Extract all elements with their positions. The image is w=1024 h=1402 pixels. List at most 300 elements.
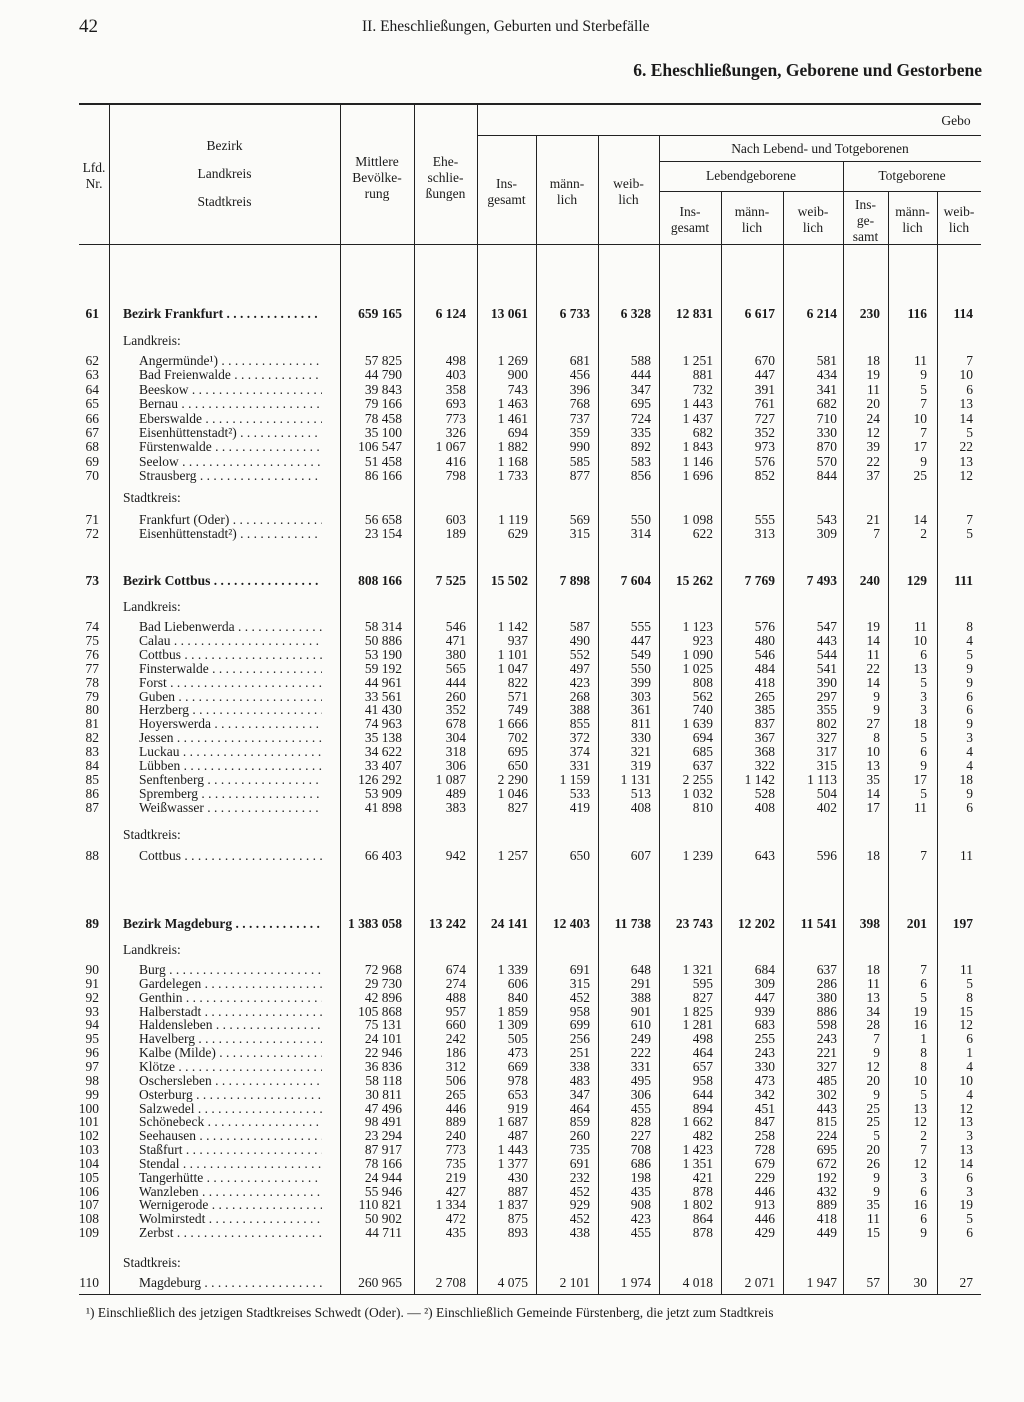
cell-value: 44 711 [365, 1225, 402, 1241]
table-row [0, 759, 1024, 773]
cell-value: 380 [445, 646, 466, 662]
region-name: Havelberg . . . [139, 1032, 322, 1046]
cell-value: 878 [692, 1225, 713, 1241]
cell-value: 13 [959, 396, 973, 412]
region-name: Cottbus . . . [139, 849, 322, 863]
region-name: Oschersleben . . . [139, 1074, 322, 1088]
cell-value: 9 [966, 716, 973, 732]
cell-value: 505 [507, 1031, 528, 1047]
cell-value: 368 [754, 744, 775, 760]
cell-value: 303 [630, 688, 651, 704]
cell-value: 576 [754, 619, 775, 634]
cell-value: 17 [866, 799, 880, 815]
cell-value: 2 [920, 1128, 927, 1144]
row-number: 66 [85, 410, 99, 426]
cell-value: 13 [866, 989, 880, 1005]
row-number: 71 [85, 512, 99, 527]
cell-value: 498 [445, 353, 466, 368]
cell-value: 20 [866, 1142, 880, 1158]
cell-value: 297 [816, 688, 837, 704]
region-name: Bezirk Cottbus . . . [123, 574, 321, 588]
cell-value: 74 963 [364, 716, 402, 732]
cell-value: 7 525 [435, 573, 466, 588]
cell-value: 7 [920, 962, 927, 977]
cell-value: 78 166 [364, 1155, 402, 1171]
cell-value: 5 [920, 1086, 927, 1102]
cell-value: 724 [630, 410, 651, 426]
cell-value: 9 [966, 785, 973, 801]
cell-value: 432 [816, 1183, 837, 1199]
cell-value: 4 018 [682, 1275, 713, 1290]
cell-value: 743 [507, 381, 528, 397]
cell-value: 192 [816, 1169, 837, 1185]
cell-value: 1 696 [682, 468, 713, 484]
header-line: weib- [797, 204, 829, 219]
table-row [0, 1171, 1024, 1185]
cell-value: 449 [816, 1225, 837, 1241]
cell-value: 886 [816, 1003, 837, 1019]
cell-value: 18 [959, 771, 973, 787]
cell-value: 306 [630, 1086, 651, 1102]
cell-value: 315 [569, 975, 590, 991]
cell-value: 59 192 [364, 660, 402, 676]
cell-value: 110 821 [358, 1197, 402, 1213]
cell-value: 695 [507, 744, 528, 760]
cell-value: 390 [816, 674, 837, 690]
row-number: 107 [78, 1197, 99, 1213]
cell-value: 1 321 [682, 962, 713, 977]
cell-value: 643 [754, 848, 775, 863]
region-name: Wolmirstedt . . . [139, 1212, 322, 1226]
cell-value: 644 [692, 1086, 713, 1102]
header-line: ßungen [425, 186, 466, 201]
cell-value: 682 [816, 396, 837, 412]
cell-value: 808 [692, 674, 713, 690]
cell-value: 657 [692, 1058, 713, 1074]
cell-value: 877 [569, 468, 590, 484]
region-name: Eisenhüttenstadt²) . . . [139, 527, 322, 541]
cell-value: 1 423 [682, 1142, 713, 1158]
cell-value: 243 [754, 1045, 775, 1061]
cell-value: 650 [569, 848, 590, 863]
cell-value: 86 166 [364, 468, 402, 484]
cell-value: 9 [920, 367, 927, 383]
group-label: Stadtkreis: [123, 491, 181, 505]
cell-value: 322 [754, 758, 775, 773]
cell-value: 4 [966, 758, 973, 773]
cell-value: 9 [873, 1169, 880, 1185]
cell-value: 186 [445, 1045, 466, 1061]
cell-value: 1 662 [682, 1114, 713, 1130]
header-tot-maennlich [888, 204, 937, 236]
cell-value: 18 [866, 962, 880, 977]
cell-value: 116 [907, 306, 927, 321]
cell-value: 111 [954, 573, 973, 588]
header-line: lich [556, 192, 578, 207]
cell-value: 691 [569, 1155, 590, 1171]
table-row [0, 455, 1024, 469]
cell-value: 331 [630, 1058, 651, 1074]
cell-value: 129 [906, 573, 927, 588]
cell-value: 21 [866, 512, 880, 527]
cell-value: 7 [920, 1142, 927, 1158]
header-landkreis: Landkreis [197, 166, 252, 181]
cell-value: 708 [630, 1142, 651, 1158]
cell-value: 629 [507, 526, 528, 541]
cell-value: 13 [959, 453, 973, 469]
cell-value: 27 [866, 716, 880, 732]
cell-value: 57 [866, 1275, 880, 1290]
cell-value: 1 377 [497, 1155, 528, 1171]
cell-value: 552 [569, 646, 590, 662]
cell-value: 126 292 [358, 771, 402, 787]
cell-value: 30 811 [365, 1086, 402, 1102]
cell-value: 230 [859, 306, 880, 321]
cell-value: 1 974 [620, 1275, 651, 1290]
cell-value: 693 [445, 396, 466, 412]
table-row [0, 703, 1024, 717]
cell-value: 429 [754, 1225, 775, 1241]
cell-value: 1 443 [682, 396, 713, 412]
cell-value: 240 [859, 573, 880, 588]
cell-value: 822 [507, 674, 528, 690]
cell-value: 23 154 [364, 526, 402, 541]
table-row [0, 676, 1024, 690]
cell-value: 444 [445, 674, 466, 690]
cell-value: 735 [569, 1142, 590, 1158]
cell-value: 6 [920, 1183, 927, 1199]
cell-value: 9 [966, 660, 973, 676]
cell-value: 4 [966, 1086, 973, 1102]
cell-value: 694 [507, 425, 528, 440]
cell-value: 315 [569, 526, 590, 541]
row-number: 75 [85, 632, 99, 648]
cell-value: 484 [754, 660, 775, 676]
cell-value: 446 [445, 1100, 466, 1116]
cell-value: 546 [445, 619, 466, 634]
cell-value: 53 190 [364, 646, 402, 662]
cell-value: 41 898 [364, 799, 402, 815]
cell-value: 1 251 [682, 353, 713, 368]
cell-value: 5 [920, 730, 927, 746]
cell-value: 1 339 [497, 962, 528, 977]
cell-value: 483 [569, 1072, 590, 1088]
cell-value: 11 [867, 646, 880, 662]
row-number: 93 [85, 1003, 99, 1019]
cell-value: 12 403 [552, 916, 590, 931]
cell-value: 2 708 [435, 1275, 466, 1290]
cell-value: 595 [692, 975, 713, 991]
cell-value: 221 [816, 1045, 837, 1061]
cell-value: 581 [816, 353, 837, 368]
cell-value: 75 131 [364, 1017, 402, 1033]
cell-value: 11 [867, 1211, 880, 1227]
cell-value: 189 [445, 526, 466, 541]
cell-value: 1 239 [682, 848, 713, 863]
cell-value: 937 [507, 632, 528, 648]
cell-value: 34 622 [364, 744, 402, 760]
cell-value: 17 [913, 771, 927, 787]
cell-value: 446 [754, 1183, 775, 1199]
cell-value: 229 [754, 1169, 775, 1185]
region-name: Herzberg . . . [139, 703, 322, 717]
cell-value: 1 947 [806, 1275, 837, 1290]
header-line: lich [902, 220, 923, 235]
cell-value: 327 [816, 1058, 837, 1074]
cell-value: 749 [507, 702, 528, 718]
table-bottom-rule [79, 1294, 981, 1295]
cell-value: 875 [507, 1211, 528, 1227]
cell-value: 504 [816, 785, 837, 801]
region-name: Eisenhüttenstadt²) . . . [139, 426, 322, 440]
cell-value: 11 [960, 962, 973, 977]
cell-value: 569 [569, 512, 590, 527]
cell-value: 19 [959, 1197, 973, 1213]
cell-value: 1 639 [682, 716, 713, 732]
cell-value: 9 [873, 1086, 880, 1102]
cell-value: 7 [966, 512, 973, 527]
region-name: Haldensleben . . . [139, 1018, 322, 1032]
cell-value: 653 [507, 1086, 528, 1102]
cell-value: 408 [630, 799, 651, 815]
header-eheschliessungen [414, 154, 477, 202]
cell-value: 50 886 [364, 632, 402, 648]
cell-value: 258 [754, 1128, 775, 1144]
table-row [0, 662, 1024, 676]
cell-value: 14 [913, 512, 927, 527]
cell-value: 637 [816, 962, 837, 977]
cell-value: 451 [754, 1100, 775, 1116]
cell-value: 728 [754, 1142, 775, 1158]
group-label-row [0, 334, 1024, 348]
row-number: 106 [78, 1183, 99, 1199]
cell-value: 856 [630, 468, 651, 484]
cell-value: 5 [966, 425, 973, 440]
cell-value: 7 898 [559, 573, 590, 588]
table-row [0, 849, 1024, 863]
cell-value: 6 [966, 1225, 973, 1241]
cell-value: 14 [959, 410, 973, 426]
region-name: Tangerhütte . . . [139, 1171, 322, 1185]
cell-value: 3 [920, 1169, 927, 1185]
cell-value: 22 [866, 660, 880, 676]
row-number: 109 [78, 1225, 99, 1241]
header-line: Bevölke- [352, 170, 402, 185]
cell-value: 7 [920, 396, 927, 412]
cell-value: 418 [816, 1211, 837, 1227]
table-row [0, 1143, 1024, 1157]
cell-value: 12 831 [675, 306, 713, 321]
cell-value: 768 [569, 396, 590, 412]
cell-value: 598 [816, 1017, 837, 1033]
cell-value: 1 443 [497, 1142, 528, 1158]
cell-value: 56 658 [364, 512, 402, 527]
cell-value: 1 131 [620, 771, 651, 787]
cell-value: 881 [692, 367, 713, 383]
header-bevoelkerung [340, 154, 414, 202]
cell-value: 773 [445, 410, 466, 426]
region-name: Spremberg . . . [139, 787, 322, 801]
cell-value: 302 [816, 1086, 837, 1102]
cell-value: 670 [754, 353, 775, 368]
cell-value: 358 [445, 381, 466, 397]
row-number: 65 [85, 396, 99, 412]
header-line: gesamt [487, 192, 526, 207]
lebend-rule [659, 191, 981, 192]
cell-value: 224 [816, 1128, 837, 1144]
cell-value: 958 [692, 1072, 713, 1088]
cell-value: 464 [692, 1045, 713, 1061]
cell-value: 25 [866, 1114, 880, 1130]
cell-value: 550 [630, 512, 651, 527]
cell-value: 695 [816, 1142, 837, 1158]
cell-value: 50 902 [364, 1211, 402, 1227]
group-label-row [0, 943, 1024, 957]
region-name: Seehausen . . . [139, 1129, 322, 1143]
cell-value: 398 [859, 916, 880, 931]
header-bezirk: Bezirk [206, 138, 243, 153]
header-line: rung [364, 186, 390, 201]
cell-value: 13 [959, 1142, 973, 1158]
row-number: 94 [85, 1017, 99, 1033]
region-name: Jessen . . . [139, 731, 322, 745]
cell-value: 1 [920, 1031, 927, 1047]
table-row [0, 634, 1024, 648]
cell-value: 610 [630, 1017, 651, 1033]
row-number: 91 [85, 975, 99, 991]
header-line: lich [618, 192, 639, 207]
table-row [0, 991, 1024, 1005]
nach-rule [659, 161, 981, 162]
cell-value: 691 [569, 962, 590, 977]
header-line: Mittlere [355, 154, 399, 169]
cell-value: 58 118 [365, 1072, 402, 1088]
cell-value: 650 [507, 758, 528, 773]
cell-value: 3 [966, 1128, 973, 1144]
header-line: ge- [856, 213, 875, 228]
cell-value: 16 [913, 1197, 927, 1213]
cell-value: 274 [445, 975, 466, 991]
cell-value: 391 [754, 381, 775, 397]
cell-value: 312 [445, 1058, 466, 1074]
cell-value: 361 [630, 702, 651, 718]
cell-value: 6 [966, 381, 973, 397]
row-number: 78 [85, 674, 99, 690]
cell-value: 197 [952, 916, 973, 931]
cell-value: 430 [507, 1169, 528, 1185]
table-row [0, 731, 1024, 745]
cell-value: 352 [445, 702, 466, 718]
cell-value: 489 [445, 785, 466, 801]
cell-value: 44 790 [364, 367, 402, 383]
region-name: Genthin . . . [139, 991, 322, 1005]
row-number: 98 [85, 1072, 99, 1088]
cell-value: 9 [873, 1183, 880, 1199]
cell-value: 6 617 [744, 306, 775, 321]
table-row [0, 397, 1024, 411]
cell-value: 418 [754, 674, 775, 690]
cell-value: 497 [569, 660, 590, 676]
cell-value: 444 [630, 367, 651, 383]
row-number: 76 [85, 646, 99, 662]
cell-value: 6 [966, 688, 973, 704]
region-name: Senftenberg . . . [139, 773, 322, 787]
cell-value: 18 [866, 848, 880, 863]
header-line: lich [802, 220, 824, 235]
cell-value: 889 [445, 1114, 466, 1130]
cell-value: 383 [445, 799, 466, 815]
region-name: Stendal . . . [139, 1157, 322, 1171]
cell-value: 1 687 [497, 1114, 528, 1130]
header-lebendgeborene: Lebendgeborene [706, 168, 796, 183]
cell-value: 761 [754, 396, 775, 412]
row-number: 80 [85, 702, 99, 718]
cell-value: 374 [569, 744, 590, 760]
cell-value: 942 [445, 848, 466, 863]
table-row [0, 787, 1024, 801]
cell-value: 606 [507, 975, 528, 991]
cell-value: 893 [507, 1225, 528, 1241]
cell-value: 34 [866, 1003, 880, 1019]
cell-value: 827 [507, 799, 528, 815]
region-name: Strausberg . . . [139, 469, 322, 483]
region-name: Gardelegen . . . [139, 977, 322, 991]
cell-value: 438 [569, 1225, 590, 1241]
cell-value: 25 [913, 468, 927, 484]
cell-value: 482 [692, 1128, 713, 1144]
table-row [0, 383, 1024, 397]
cell-value: 315 [816, 758, 837, 773]
header-line: schlie- [427, 170, 464, 185]
cell-value: 1 281 [682, 1017, 713, 1033]
cell-value: 419 [569, 799, 590, 815]
cell-value: 490 [569, 632, 590, 648]
cell-value: 12 [959, 1100, 973, 1116]
region-name: Kalbe (Milde) . . . [139, 1046, 322, 1060]
row-number: 82 [85, 730, 99, 746]
group-label: Stadtkreis: [123, 1256, 181, 1270]
cell-value: 313 [754, 526, 775, 541]
cell-value: 894 [692, 1100, 713, 1116]
cell-value: 1 032 [682, 785, 713, 801]
header-lfd-line: Lfd. [82, 160, 106, 175]
cell-value: 1 087 [435, 771, 466, 787]
cell-value: 8 [966, 619, 973, 634]
cell-value: 1 046 [497, 785, 528, 801]
cell-value: 11 [867, 975, 880, 991]
cell-value: 455 [630, 1225, 651, 1241]
cell-value: 1 168 [497, 453, 528, 469]
table-row [0, 963, 1024, 977]
cell-value: 106 547 [358, 439, 402, 455]
cell-value: 9 [920, 1225, 927, 1241]
cell-value: 242 [445, 1031, 466, 1047]
cell-value: 447 [630, 632, 651, 648]
cell-value: 889 [816, 1197, 837, 1213]
cell-value: 702 [507, 730, 528, 746]
header-line: weib- [613, 176, 644, 191]
cell-value: 33 561 [364, 688, 402, 704]
cell-value: 471 [445, 632, 466, 648]
cell-value: 4 075 [497, 1275, 528, 1290]
table-row [0, 745, 1024, 759]
row-number: 90 [85, 962, 99, 977]
cell-value: 399 [630, 674, 651, 690]
cell-value: 674 [445, 962, 466, 977]
table-row [0, 513, 1024, 527]
cell-value: 555 [630, 619, 651, 634]
row-number: 102 [78, 1128, 99, 1144]
